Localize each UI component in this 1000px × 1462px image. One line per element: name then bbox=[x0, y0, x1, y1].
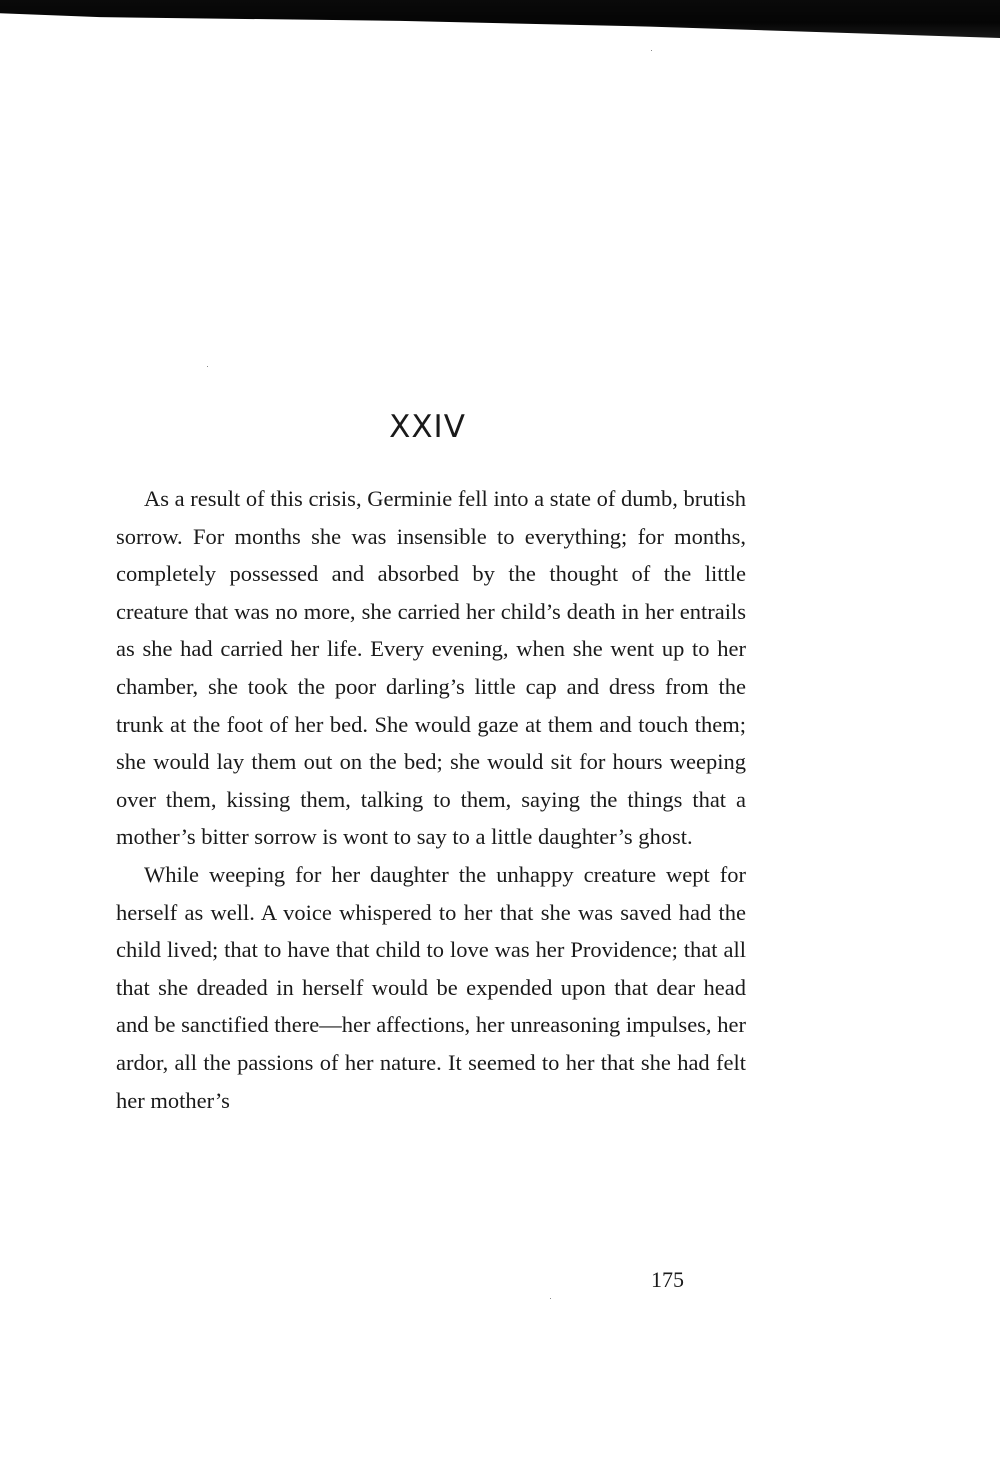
body-text bbox=[116, 480, 746, 1119]
scan-speck bbox=[550, 1298, 551, 1299]
chapter-heading: XXIV bbox=[389, 408, 466, 445]
page-number: 175 bbox=[651, 1267, 684, 1292]
scan-speck bbox=[207, 366, 208, 367]
paragraph-1: As a result of this crisis, Germinie fell into a state of dumb, brutish sorrow. For months she was insensible to everything; for months, completely possessed and absorbed by the thought of the little creature that was no more, she carried her child’s death in her entrails as she had carried her life. Every evening, when she went up to her chamber, she took the poor darling’s little cap and dress from the trunk at the foot of her bed. She would gaze at them and touch them; she would lay them out on the bed; she would sit for hours weeping over them, kissing them, talking to them, saying the things that a mother’s bitter sorrow is wont to say to a little daughter’s ghost. bbox=[116, 486, 746, 850]
paragraph-2: While weeping for her daughter the unhappy creature wept for herself as well. A voice whispered to her that she was saved had the child lived; that to have that child to love was her Providence; that all that she dreaded in herself would be expended upon that dear head and be sanctified there—her affections, her unreasoning impulses, her ardor, all the passions of her nature. It seemed to her that she had felt her mother’s bbox=[116, 861, 746, 1113]
scan-edge-bar bbox=[0, 0, 1000, 38]
scan-speck bbox=[651, 50, 652, 51]
